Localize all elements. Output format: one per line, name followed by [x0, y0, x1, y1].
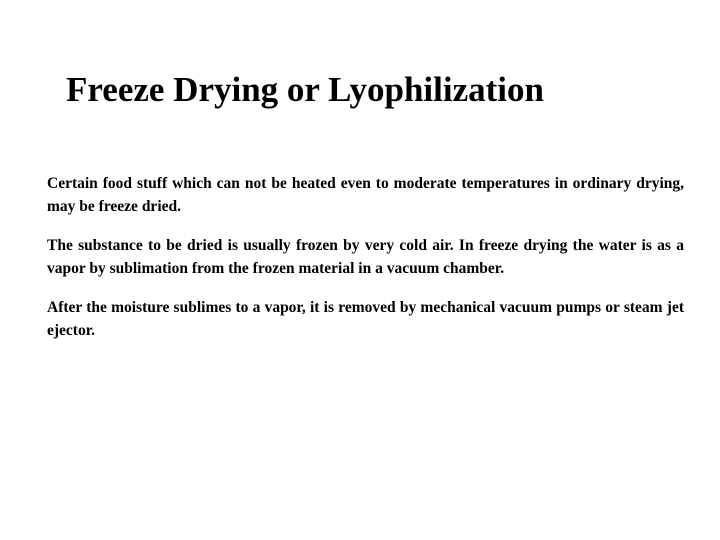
paragraph-2: The substance to be dried is usually frozen by very cold air. In freeze drying the water is as a vapor by sublimation from the frozen material in a vacuum chamber. [47, 237, 684, 277]
slide-title: Freeze Drying or Lyophilization [66, 70, 544, 109]
paragraph-3: After the moisture sublimes to a vapor, it is removed by mechanical vacuum pumps or steam jet ejector. [47, 299, 684, 339]
paragraph-1: Certain food stuff which can not be heated even to moderate temperatures in ordinary drying, may be freeze dried. [47, 175, 684, 215]
slide-body [47, 172, 684, 358]
